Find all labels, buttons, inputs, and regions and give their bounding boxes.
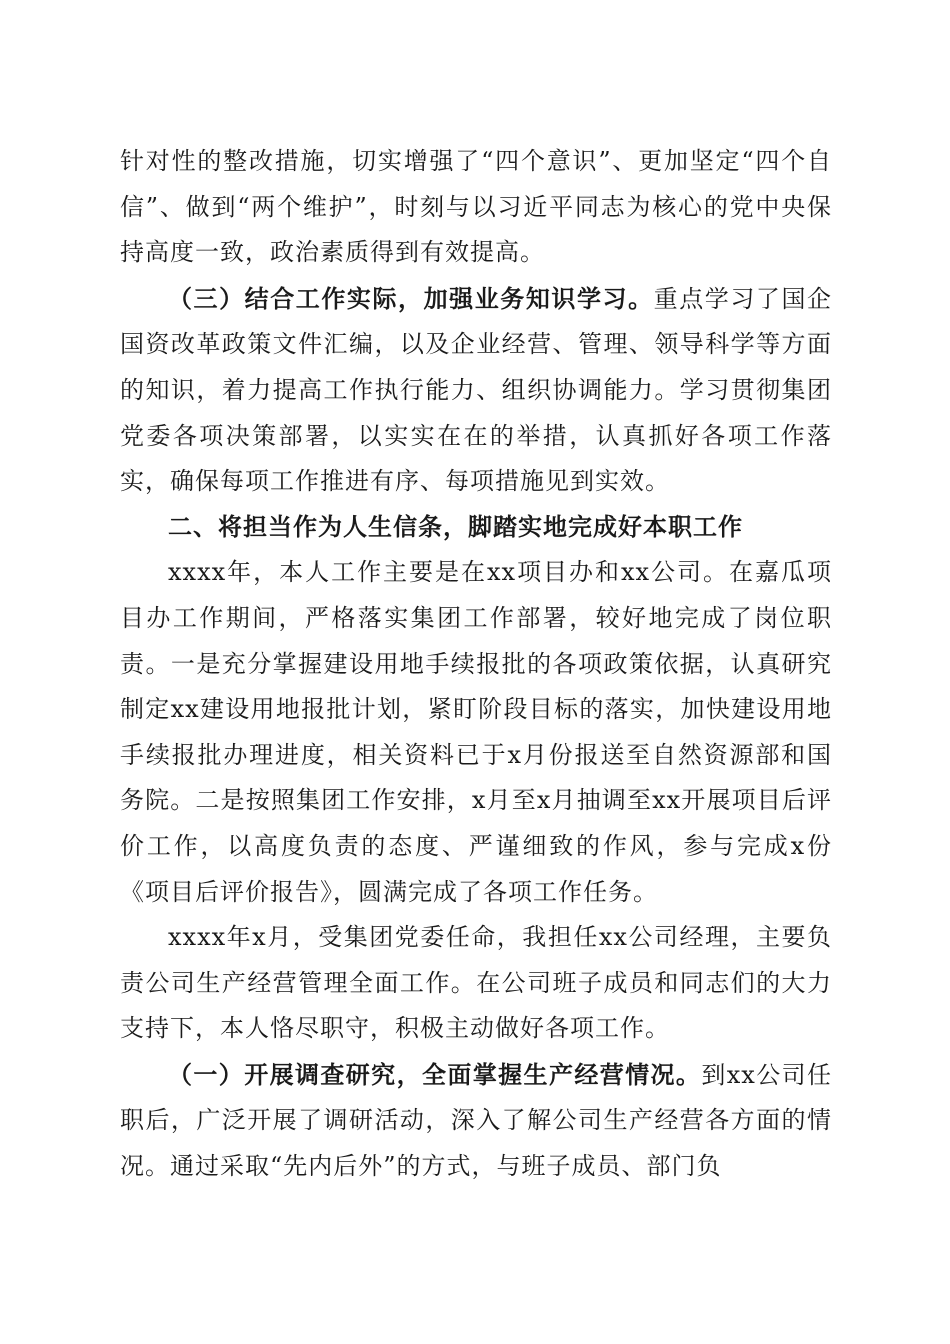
paragraph-investigation (120, 1052, 832, 1190)
paragraph-appointment (120, 915, 832, 1052)
paragraph-text: 针对性的整改措施，切实增强了“四个意识”、更加坚定“四个自信”、做到“两个维护”，时刻与以习近平同志为核心的党中央保持高度一致，政治素质得到有效提高。 (120, 147, 832, 267)
paragraph-text: 重点学习了国企国资改革政策文件汇编，以及企业经营、管理、领导科学等方面的知识，着力提高工作执行能力、组织协调能力。学习贯彻集团党委各项决策部署，以实实在在的举措，认真抓好各项工作落实，确保每项工作推进有序、每项措施见到实效。 (120, 284, 833, 496)
paragraph-text: 到xx公司任职后，广泛开展了调研活动，深入了解公司生产经营各方面的情况。通过采取“先内后外”的方式，与班子成员、部门负 (120, 1060, 833, 1181)
paragraph-text: xxxx年x月，受集团党委任命，我担任xx公司经理，主要负责公司生产经营管理全面工作。在公司班子成员和同志们的大力支持下，本人恪尽职守，积极主动做好各项工作。 (120, 923, 832, 1043)
paragraph-work-summary (120, 550, 832, 915)
section-heading: 二、将担当作为人生信条，脚踏实地完成好本职工作 (168, 512, 743, 541)
paragraph-lead: （三）结合工作实际，加强业务知识学习。 (168, 283, 654, 313)
paragraph-business-study (120, 276, 832, 505)
paragraph-lead: （一）开展调查研究，全面掌握生产经营情况。 (168, 1059, 702, 1089)
document-body (120, 139, 832, 1190)
paragraph-text: xxxx年，本人工作主要是在xx项目办和xx公司。在嘉瓜项目办工作期间，严格落实集团工作部署，较好地完成了岗位职责。一是充分掌握建设用地手续报批的各项政策依据，认真研究制定xx建设用地报批计划，紧盯阶段目标的落实，加快建设用地手续报批办理进度，相关资料已于x月份报送至自然资源部和国务院。二是按照集团工作安排，x月至x月抽调至xx开展项目后评价工作，以高度负责的态度、严谨细致的作风，参与完成x份《项目后评价报告》，圆满完成了各项工作任务。 (120, 558, 832, 906)
paragraph-continuation (120, 139, 832, 276)
